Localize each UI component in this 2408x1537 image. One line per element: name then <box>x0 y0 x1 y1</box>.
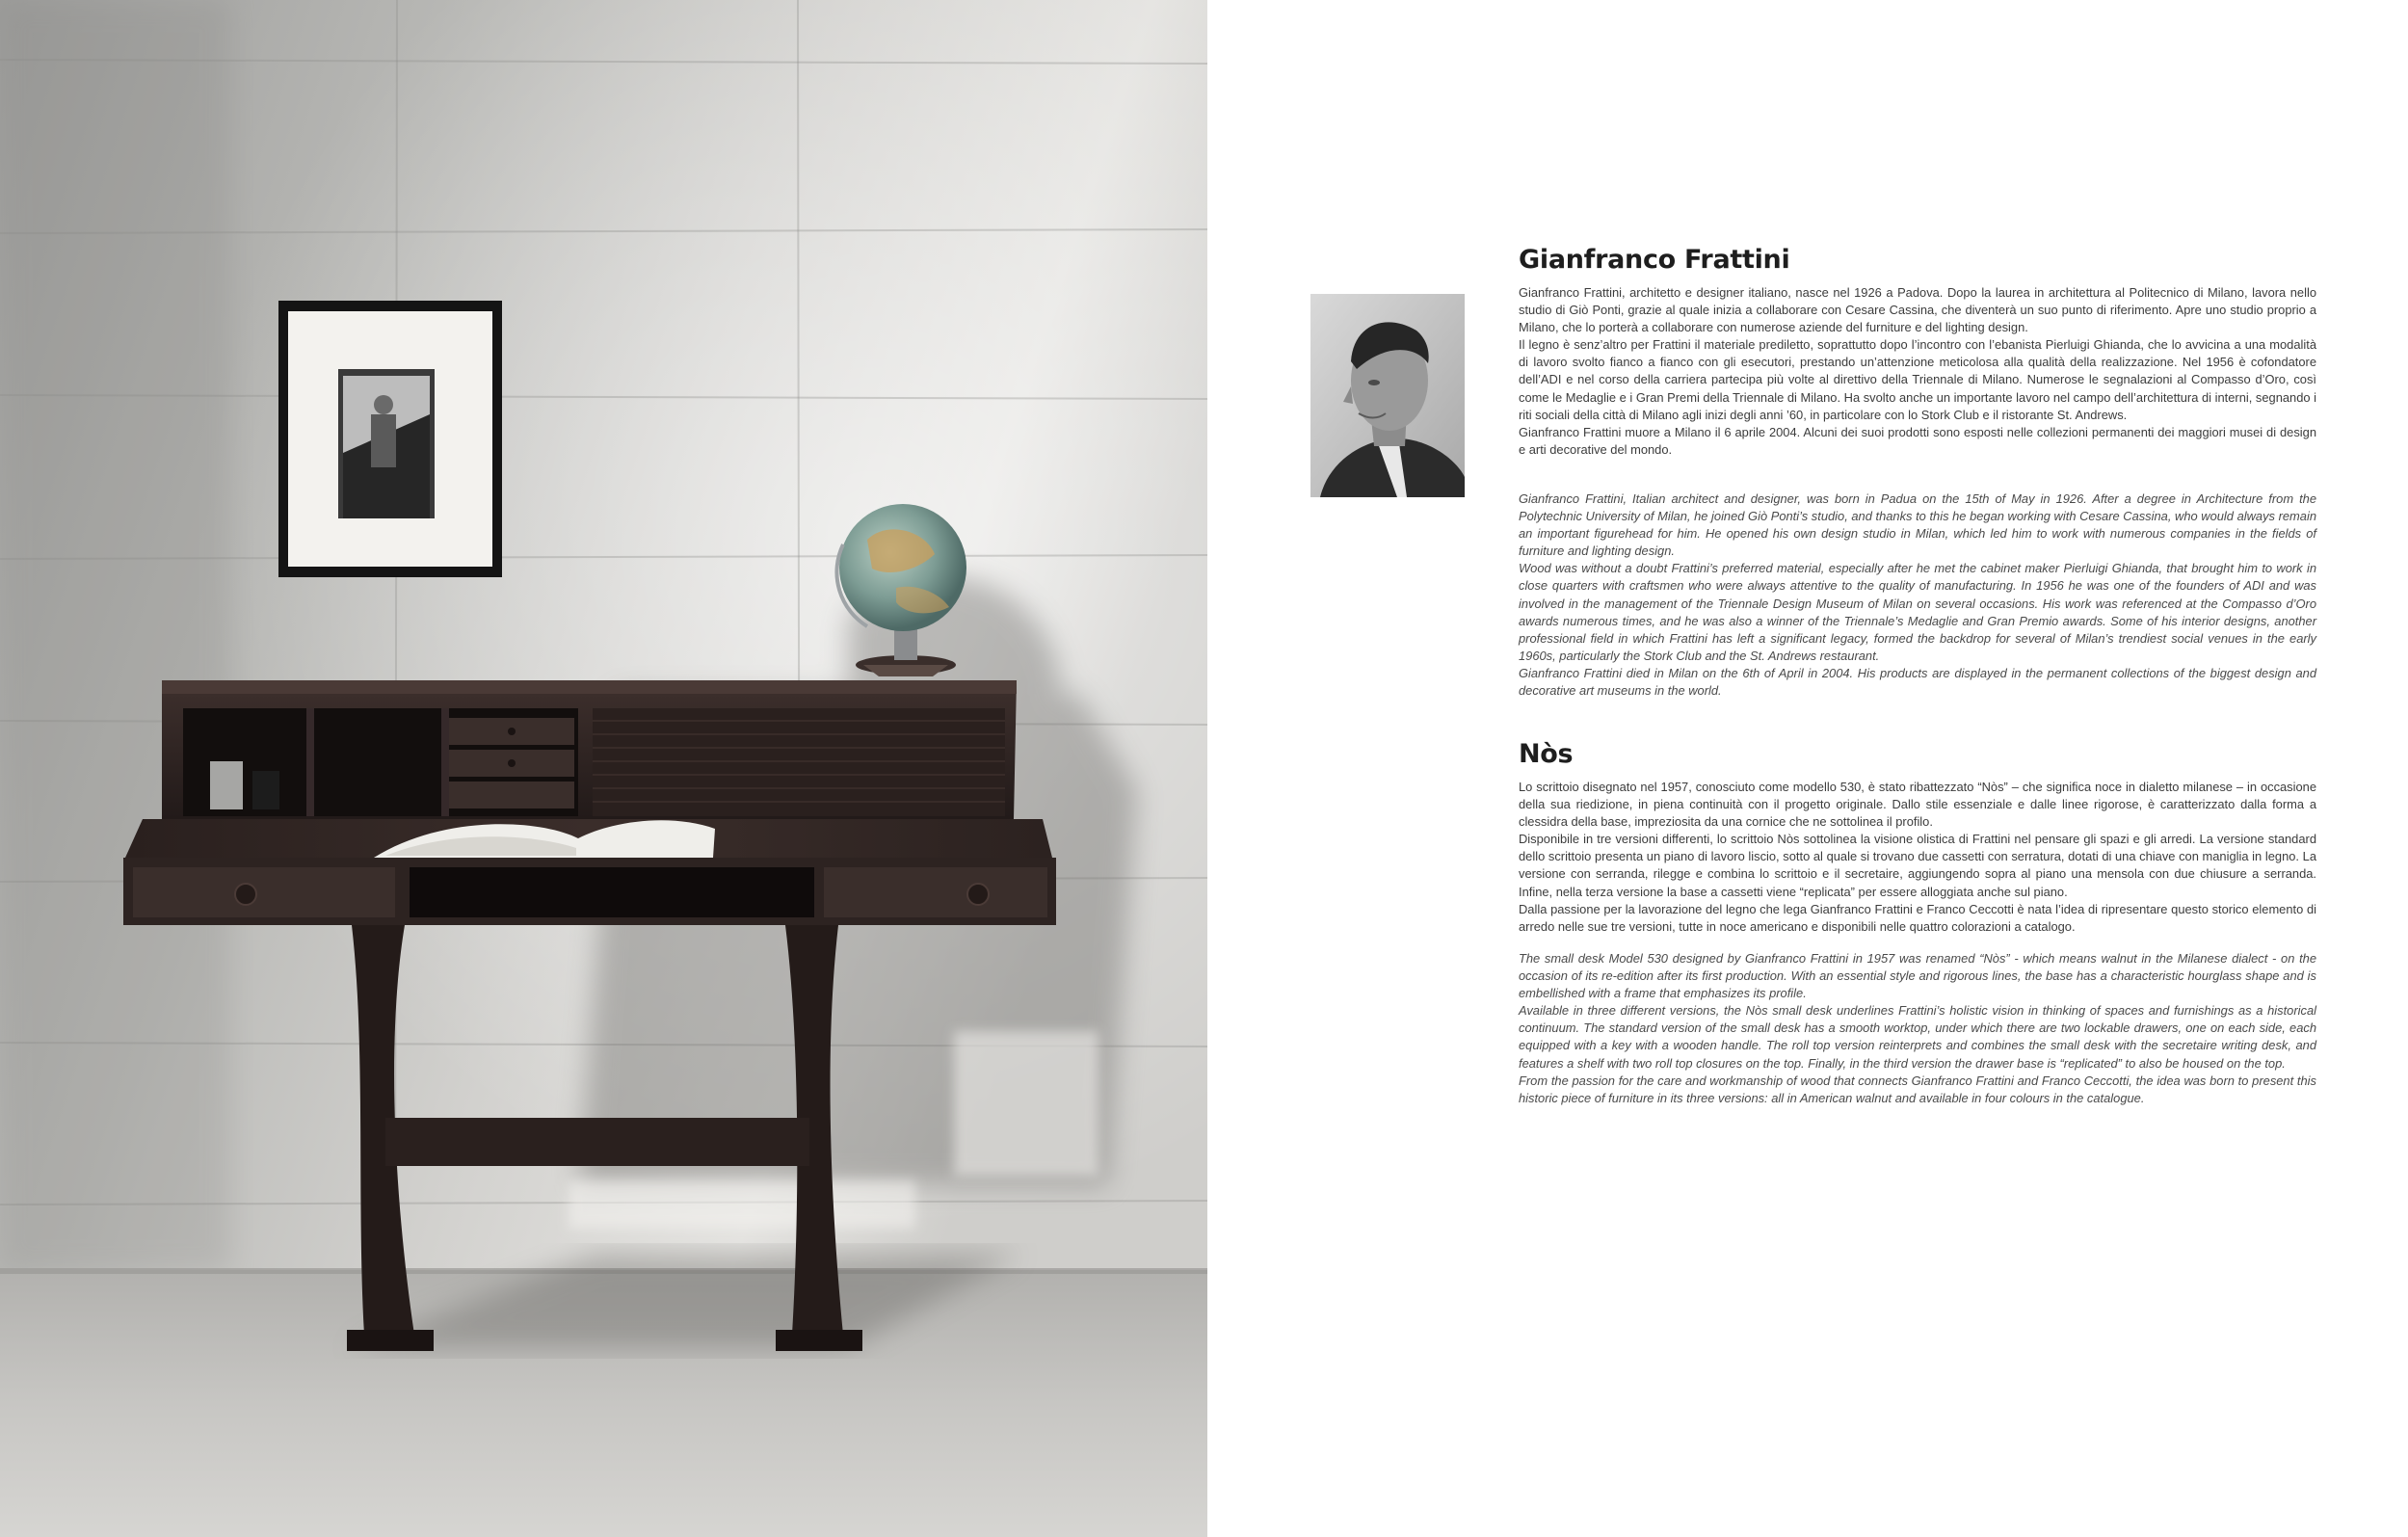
product-name-heading: Nòs <box>1519 739 1574 769</box>
nos-en-paragraph: The small desk Model 530 designed by Gianfranco Frattini in 1957 was renamed “Nòs” - which means walnut in the Milanese dialect - on the occasion of its re-edition after its first production. With an essential style and rigorous lines, the base has a characteristic hourglass shape and is embellished with a frame that emphasizes its profile. <box>1519 951 2316 1001</box>
bio-it-paragraph: Gianfranco Frattini muore a Milano il 6 aprile 2004. Alcuni dei suoi prodotti sono esposti nelle collezioni permanenti dei maggiori musei di design e arti decorative del mondo. <box>1519 424 2316 457</box>
product-description-italian <box>1519 779 2316 936</box>
nos-en-paragraph: From the passion for the care and workmanship of wood that connects Gianfranco Frattini and Franco Ceccotti, the idea was born to present this historic piece of furniture in its three versions: all in American walnut and available in four colours in the catalogue. <box>1519 1073 2316 1105</box>
nos-it-paragraph: Dalla passione per la lavorazione del legno che lega Gianfranco Frattini e Franco Ceccotti è nata l’idea di ripresentare questo storico elemento di arredo nelle sue tre versioni, tutte in noce americano e disponibili nelle quattro colorazioni a catalogo. <box>1519 901 2316 934</box>
bio-it-paragraph: Il legno è senz’altro per Frattini il materiale prediletto, soprattutto dopo l’incontro con l’ebanista Pierluigi Ghianda, che lo avvicina a una modalità di lavoro svolto fianco a fianco con gli esecutori, prestando un’attenzione meticolosa alla qualità della realizzazione. Nel 1956 è cofondatore dell’ADI e nel corso della carriera partecipa più volte al direttivo della Triennale di Milano. Numerose le segnalazioni al Compasso d’Oro, così come le Medaglie e i Gran Premi della Triennale di Milano. Ha svolto anche un importante lavoro nel campo dell’architettura di interni, segnando i riti sociali della città di Milano agli inizi degli anni ’60, in particolare con lo Stork Club e il ristorante St. Andrews. <box>1519 337 2316 422</box>
product-description-english <box>1519 950 2316 1107</box>
bio-english <box>1519 490 2316 700</box>
designer-name-heading: Gianfranco Frattini <box>1519 245 1790 275</box>
bio-en-paragraph: Gianfranco Frattini died in Milan on the 6th of April in 2004. His products are displayed in the permanent collections of the biggest design and decorative art museums in the world. <box>1519 665 2316 699</box>
bio-en-paragraph: Gianfranco Frattini, Italian architect and designer, was born in Padua on the 15th of May in 1926. After a degree in Architecture from the Polytechnic University of Milan, he joined Giò Ponti’s studio, and thanks to this he began working with Cesare Cassina, who would always remain an important figurehead for him. He opened his own design studio in Milan, which led him to work with numerous companies in the fields of furniture and lighting design. <box>1519 491 2316 559</box>
bio-it-paragraph: Gianfranco Frattini, architetto e designer italiano, nasce nel 1926 a Padova. Dopo la laurea in architettura al Politecnico di Milano, lavora nello studio di Giò Ponti, grazie al quale inizia a collaborare con Cesare Cassina, che diventerà un suo punto di riferimento. Apre uno studio proprio a Milano, che lo porterà a collaborare con numerose aziende del furniture e del lighting design. <box>1519 285 2316 335</box>
designer-portrait <box>1310 294 1465 497</box>
nos-it-paragraph: Disponibile in tre versioni differenti, lo scrittoio Nòs sottolinea la visione olistica di Frattini nel pensare gli spazi e gli arredi. La versione standard dello scrittoio presenta un piano di lavoro liscio, sotto al quale si trovano due cassetti con serratura, dotati di una chiave con maniglia in legno. La versione con serranda, rilegge e combina lo scrittoio e il secretaire, aggiungendo sopra al piano una mensola con due chiusure a serranda. Infine, nella terza versione la base a cassetti viene “replicata” per essere alloggiata anche sul piano. <box>1519 832 2316 899</box>
bio-en-paragraph: Wood was without a doubt Frattini’s preferred material, especially after he met the cabinet maker Pierluigi Ghianda, that brought him to work in close quarters with craftsmen who were always attentive to the quality of manufacturing. In 1956 he was one of the founders of ADI and was involved in the management of the Triennale Design Museum of Milan on several occasions. His work was referenced at the Compasso d’Oro awards numerous times, and he was also a winner of the Triennale’s Medaglie and Gran Premio awards. Some of his interior designs, another professional field in which Frattini has left a significant legacy, formed the backdrop for several of Milan’s trendiest social venues in the early 1960s, particularly the Stork Club and the St. Andrews restaurant. <box>1519 561 2316 663</box>
bio-italian <box>1519 284 2316 459</box>
nos-en-paragraph: Available in three different versions, the Nòs small desk underlines Frattini’s holistic vision in thinking of spaces and furnishings as a historical continuum. The standard version of the small desk has a smooth worktop, under which there are two lockable drawers, one on each side, each equipped with a key with a wooden handle. The roll top version reinterprets and combines the small desk with the secretaire writing desk, and features a shelf with two roll top closures on the top. Finally, in the third version the drawer base is “replicated” to also be housed on the top. <box>1519 1003 2316 1071</box>
nos-it-paragraph: Lo scrittoio disegnato nel 1957, conosciuto come modello 530, è stato ribattezzato “Nòs” – che significa noce in dialetto milanese – in occasione della sua riedizione, in piena continuità con il progetto originale. Dallo stile essenziale e dalle linee rigorose, è caratterizzato dalla forma a clessidra della base, impreziosita da una cornice che ne sottolinea il profilo. <box>1519 780 2316 830</box>
